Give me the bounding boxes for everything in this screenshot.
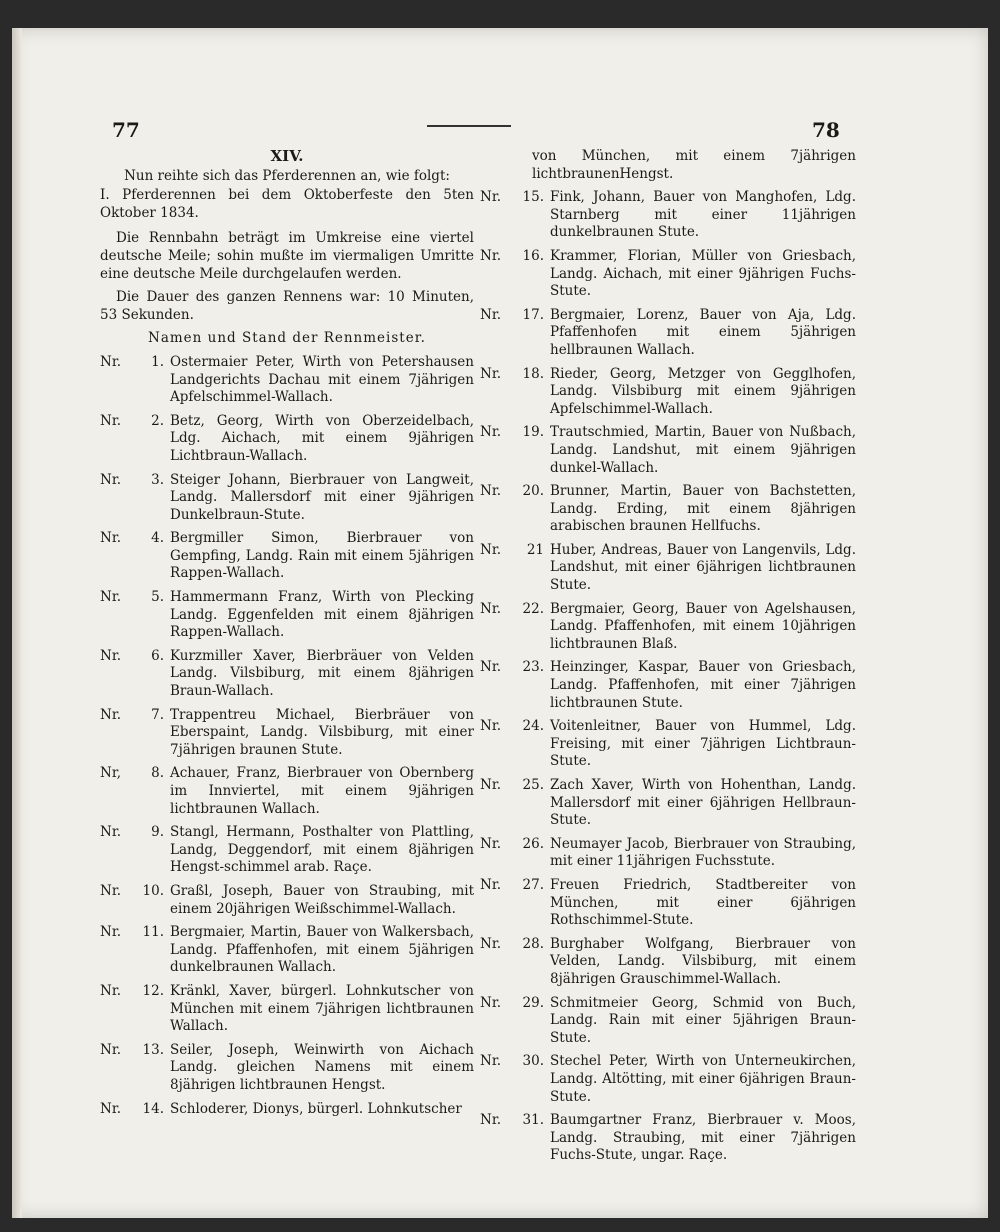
entry-text: Trautschmied, Martin, Bauer von Nußbach, Landg. Landshut, mit einem 9jährigen dunkel-Wallach. — [550, 424, 856, 476]
entry-number: 2. — [151, 412, 164, 429]
entry-label: Nr. — [100, 924, 122, 941]
entry-number: 20. — [522, 483, 544, 500]
list-item — [100, 413, 474, 466]
entry-label: Nr. — [480, 835, 502, 852]
entry-text: Heinzinger, Kaspar, Bauer von Griesbach, Landg. Pfaffenhofen, mit einer 7jährigen lichtbraunen Stute. — [550, 659, 856, 711]
list-item — [100, 354, 474, 407]
entry-text: Neumayer Jacob, Bierbrauer von Straubing, mit einer 11jährigen Fuchsstute. — [550, 835, 856, 870]
entry-label: Nr. — [100, 647, 122, 664]
page-number-right: 78 — [812, 118, 840, 142]
entry-text: Baumgartner Franz, Bierbrauer v. Moos, Landg. Straubing, mit einer 7jährigen Fuchs-Stute, ungar. Raçe. — [550, 1112, 856, 1164]
entry-text: Betz, Georg, Wirth von Oberzeidelbach, Ldg. Aichach, mit einem 9jährigen Lichtbraun-Wallach. — [170, 412, 474, 464]
entry-text: Rieder, Georg, Metzger von Gegglhofen, Landg. Vilsbiburg mit einem 9jährigen Apfelschimmel-Wallach. — [550, 365, 856, 417]
list-item — [480, 424, 856, 477]
entry-label: Nr. — [480, 306, 502, 323]
entry-text: Brunner, Martin, Bauer von Bachstetten, Landg. Erding, mit einem 8jährigen arabischen braunen Hellfuchs. — [550, 483, 856, 535]
entry-label: Nr. — [480, 935, 502, 952]
list-item — [100, 648, 474, 701]
entry-label: Nr. — [480, 424, 502, 441]
list-item — [480, 659, 856, 712]
entry-number: 17. — [522, 306, 544, 323]
list-item — [100, 924, 474, 977]
entry-text: Seiler, Joseph, Weinwirth von Aichach Landg. gleichen Namens mit einem 8jährigen lichtbraunen Hengst. — [170, 1041, 474, 1093]
entry-text: Freuen Friedrich, Stadtbereiter von München, mit einer 6jährigen Rothschimmel-Stute. — [550, 876, 856, 929]
header-rule — [427, 125, 511, 127]
entry-label: Nr. — [100, 530, 122, 547]
entry-list-left — [100, 354, 474, 1118]
list-item — [480, 366, 856, 419]
entry-number: 29. — [522, 994, 544, 1011]
page-edge — [12, 28, 22, 1218]
entry-number: 22. — [522, 600, 544, 617]
entry-text: Krammer, Florian, Müller von Griesbach, Landg. Aichach, mit einer 9jährigen Fuchs-Stute. — [550, 247, 856, 300]
entry-text: Bergmaier, Lorenz, Bauer von Aja, Ldg. Pfaffenhofen mit einem 5jährigen hellbraunen Wallach. — [550, 306, 856, 358]
entry-number: 31. — [522, 1112, 544, 1129]
entry-label: Nr. — [100, 706, 122, 723]
list-subtitle: Namen und Stand der Rennmeister. — [148, 330, 426, 347]
entry-label: Nr. — [100, 982, 122, 999]
paragraph-duration: Die Dauer des ganzen Rennens war: 10 Minuten, 53 Sekunden. — [100, 289, 474, 323]
entry-number: 18. — [522, 365, 544, 382]
entry-number: 14. — [142, 1100, 164, 1117]
entry-number: 10. — [142, 882, 164, 899]
entry-number: 24. — [522, 718, 544, 735]
list-item — [100, 1042, 474, 1095]
entry-number: 26. — [522, 835, 544, 852]
entry-text: Huber, Andreas, Bauer von Langenvils, Ldg. Landshut, mit einer 6jährigen lichtbraunen Stute. — [550, 541, 856, 594]
list-item — [100, 883, 474, 918]
entry-list-right — [480, 189, 856, 1165]
entry-text: Fink, Johann, Bauer von Manghofen, Ldg. Starnberg mit einer 11jährigen dunkelbraunen Stute. — [550, 189, 856, 241]
entry-label: Nr. — [480, 659, 502, 676]
list-item — [100, 707, 474, 760]
entry-label: Nr. — [100, 412, 122, 429]
entry-number: 4. — [151, 530, 164, 547]
entry-number: 23. — [522, 659, 544, 676]
list-item — [480, 248, 856, 301]
entry-number: 9. — [151, 824, 164, 841]
list-item — [480, 601, 856, 654]
list-item — [480, 1112, 856, 1165]
entry-text: Trappentreu Michael, Bierbräuer von Eberspaint, Landg. Vilsbiburg, mit einer 7jährigen braunen Stute. — [170, 706, 474, 758]
entry-label: Nr. — [480, 994, 502, 1011]
list-item — [480, 777, 856, 830]
entry-label: Nr. — [480, 600, 502, 617]
entry-label: Nr. — [100, 824, 122, 841]
list-item — [480, 936, 856, 989]
entry-text: Voitenleitner, Bauer von Hummel, Ldg. Freising, mit einer 7jährigen Lichtbraun-Stute. — [550, 718, 856, 770]
entry-number: 27. — [522, 876, 544, 893]
entry-label: Nr. — [480, 247, 502, 264]
list-item — [480, 542, 856, 595]
entry-text: Hammermann Franz, Wirth von Plecking Landg. Eggenfelden mit einem 8jährigen Rappen-Wallach. — [170, 589, 474, 641]
list-item — [100, 589, 474, 642]
entry-label: Nr. — [480, 1112, 502, 1129]
right-column — [480, 148, 856, 1171]
entry-label: Nr. — [100, 353, 122, 370]
entry-number: 25. — [522, 777, 544, 793]
entry-label: Nr. — [480, 777, 502, 793]
entry-label: Nr. — [100, 1100, 122, 1117]
entry-number: 13. — [142, 1041, 164, 1058]
list-item — [480, 836, 856, 871]
entry-label: Nr. — [480, 365, 502, 382]
entry-number: 3. — [151, 471, 164, 488]
entry-text: Stechel Peter, Wirth von Unterneukirchen, Landg. Altötting, mit einer 6jährigen Braun-Stute. — [550, 1053, 856, 1105]
list-item — [480, 189, 856, 242]
entry-text: Schloderer, Dionys, bürgerl. Lohnkutscher — [170, 1100, 462, 1117]
list-item — [100, 472, 474, 525]
entry-label: Nr, — [100, 765, 122, 782]
entry-text: Steiger Johann, Bierbrauer von Langweit, Landg. Mallersdorf mit einer 9jährigen Dunkelbraun-Stute. — [170, 471, 474, 523]
list-item — [100, 765, 474, 818]
entry-text: Bergmiller Simon, Bierbrauer von Gempfing, Landg. Rain mit einem 5jährigen Rappen-Wallach. — [170, 530, 474, 582]
list-item — [100, 824, 474, 877]
entry-continuation: von München, mit einem 7jährigen lichtbraunenHengst. — [532, 148, 856, 182]
entry-label: Nr. — [480, 541, 502, 558]
entry-text: Schmitmeier Georg, Schmid von Buch, Landg. Rain mit einer 5jährigen Braun-Stute. — [550, 994, 856, 1046]
list-item — [480, 718, 856, 771]
entry-text: Ostermaier Peter, Wirth von Petershausen Landgerichts Dachau mit einem 7jährigen Apfelschimmel-Wallach. — [170, 353, 474, 406]
entry-number: 21 — [526, 541, 544, 558]
entry-number: 8. — [151, 765, 164, 782]
list-item — [100, 983, 474, 1036]
paragraph-track: Die Rennbahn beträgt im Umkreise eine viertel deutsche Meile; sohin mußte im viermaligen Umritte eine deutsche Meile durchgelaufen werden. — [100, 230, 474, 282]
entry-label: Nr. — [100, 882, 122, 899]
entry-number: 12. — [142, 982, 164, 999]
left-column — [100, 148, 474, 1124]
entry-number: 15. — [522, 189, 544, 206]
entry-text: Kurzmiller Xaver, Bierbräuer von Velden Landg. Vilsbiburg, mit einem 8jährigen Braun-Wallach. — [170, 647, 474, 700]
section-title: I. Pferderennen bei dem Oktoberfeste den 5ten Oktober 1834. — [100, 187, 474, 221]
entry-number: 7. — [151, 706, 164, 723]
entry-label: Nr. — [480, 483, 502, 500]
book-page — [12, 28, 988, 1218]
entry-number: 19. — [522, 424, 544, 441]
entry-number: 30. — [522, 1053, 544, 1070]
page-number-left: 77 — [112, 118, 140, 142]
entry-number: 11. — [142, 924, 164, 941]
entry-text: Bergmaier, Martin, Bauer von Walkersbach, Landg. Pfaffenhofen, mit einem 5jährigen dunkelbraunen Wallach. — [170, 924, 474, 976]
entry-label: Nr. — [480, 189, 502, 206]
entry-number: 28. — [522, 935, 544, 952]
entry-number: 6. — [151, 647, 164, 664]
entry-label: Nr. — [480, 718, 502, 735]
entry-text: Stangl, Hermann, Posthalter von Plattling, Landg, Deggendorf, mit einem 8jährigen Hengst-schimmel arab. Raçe. — [170, 824, 474, 876]
list-item — [480, 995, 856, 1048]
entry-text: Bergmaier, Georg, Bauer von Agelshausen, Landg. Pfaffenhofen, mit einem 10jährigen lichtbraunen Blaß. — [550, 600, 856, 652]
list-item — [100, 530, 474, 583]
entry-text: Zach Xaver, Wirth von Hohenthan, Landg. Mallersdorf mit einer 6jährigen Hellbraun-Stute. — [550, 777, 856, 829]
list-item — [480, 307, 856, 360]
entry-text: Graßl, Joseph, Bauer von Straubing, mit einem 20jährigen Weißschimmel-Wallach. — [170, 882, 474, 917]
chapter-heading: XIV. — [270, 147, 304, 165]
entry-text: Burghaber Wolfgang, Bierbrauer von Velden, Landg. Vilsbiburg, mit einem 8jährigen Grauschimmel-Wallach. — [550, 935, 856, 987]
entry-label: Nr. — [100, 471, 122, 488]
list-item — [480, 483, 856, 536]
list-item — [480, 1053, 856, 1106]
entry-number: 1. — [151, 353, 164, 370]
entry-label: Nr. — [480, 1053, 502, 1070]
entry-number: 5. — [151, 589, 164, 606]
list-item — [100, 1101, 474, 1119]
intro-line: Nun reihte sich das Pferderennen an, wie folgt: — [124, 167, 450, 184]
entry-text: Achauer, Franz, Bierbrauer von Obernberg im Innviertel, mit einem 9jährigen lichtbraunen Wallach. — [170, 765, 474, 817]
list-item — [480, 877, 856, 930]
entry-label: Nr. — [100, 589, 122, 606]
entry-number: 16. — [522, 247, 544, 264]
entry-text: Kränkl, Xaver, bürgerl. Lohnkutscher von München mit einem 7jährigen lichtbraunen Wallach. — [170, 982, 474, 1035]
entry-label: Nr. — [100, 1041, 122, 1058]
entry-label: Nr. — [480, 876, 502, 893]
